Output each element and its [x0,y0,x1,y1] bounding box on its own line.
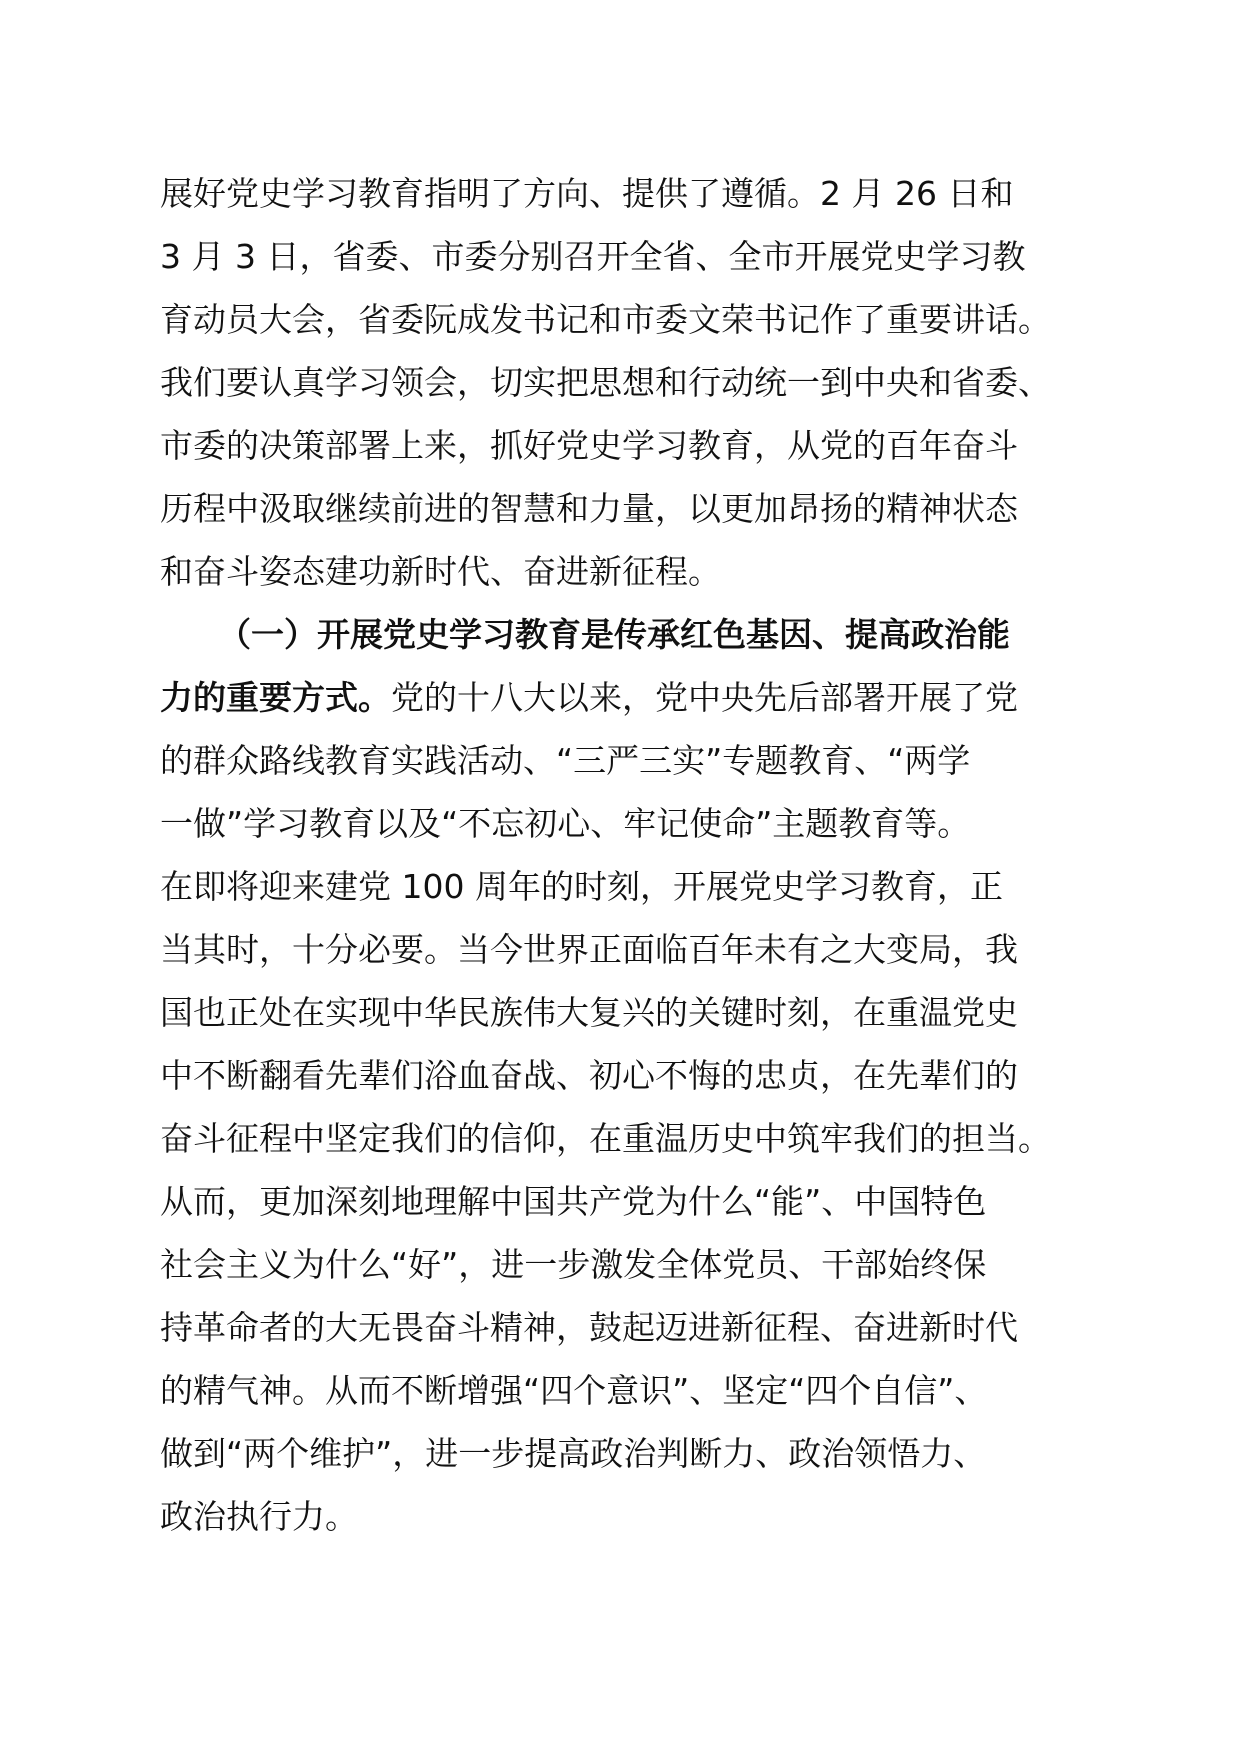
text-line-mixed [160,676,1018,720]
text-line: 的群众路线教育实践活动、“三严三实”专题教育、“两学 [160,741,971,780]
text-line: 中不断翻看先辈们浴血奋战、初心不悔的忠贞，在先辈们的 [160,1056,1018,1095]
text-line: 育动员大会，省委阮成发书记和市委文荣书记作了重要讲话。 [160,300,1051,339]
text-line: 我们要认真学习领会，切实把思想和行动统一到中央和省委、 [160,363,1051,402]
text-line: 国也正处在实现中华民族伟大复兴的关键时刻，在重温党史 [160,993,1018,1032]
text-line: 和奋斗姿态建功新时代、奋进新征程。 [160,552,721,591]
text-line: 政治执行力。 [160,1497,358,1536]
text-line: 3 月 3 日，省委、市委分别召开全省、全市开展党史学习教 [160,237,1026,276]
text-line: 展好党史学习教育指明了方向、提供了遵循。2 月 26 日和 [160,174,1014,213]
text-line: 当其时，十分必要。当今世界正面临百年未有之大变局，我 [160,930,1018,969]
text-line: 在即将迎来建党 100 周年的时刻，开展党史学习教育，正 [160,867,1003,906]
text-line: 从而，更加深刻地理解中国共产党为什么“能”、中国特色 [160,1182,987,1221]
text-line: 一做”学习教育以及“不忘初心、牢记使命”主题教育等。 [160,804,971,843]
text-line: 社会主义为什么“好”，进一步激发全体党员、干部始终保 [160,1245,987,1284]
text-line: 的精气神。从而不断增强“四个意识”、坚定“四个自信”、 [160,1371,988,1410]
section-heading: （一）开展党史学习教育是传承红色基因、提高政治能 [218,615,1010,654]
text-line: 做到“两个维护”，进一步提高政治判断力、政治领悟力、 [160,1434,987,1473]
text-span: 党的十八大以来，党中央先后部署开展了党 [391,678,1018,717]
section-heading-continued: 力的重要方式。 [160,678,391,717]
text-line: 历程中汲取继续前进的智慧和力量，以更加昂扬的精神状态 [160,489,1018,528]
text-line: 市委的决策部署上来，抓好党史学习教育，从党的百年奋斗 [160,426,1018,465]
text-line: 持革命者的大无畏奋斗精神，鼓起迈进新征程、奋进新时代 [160,1308,1018,1347]
text-line: 奋斗征程中坚定我们的信仰，在重温历史中筑牢我们的担当。 [160,1119,1051,1158]
